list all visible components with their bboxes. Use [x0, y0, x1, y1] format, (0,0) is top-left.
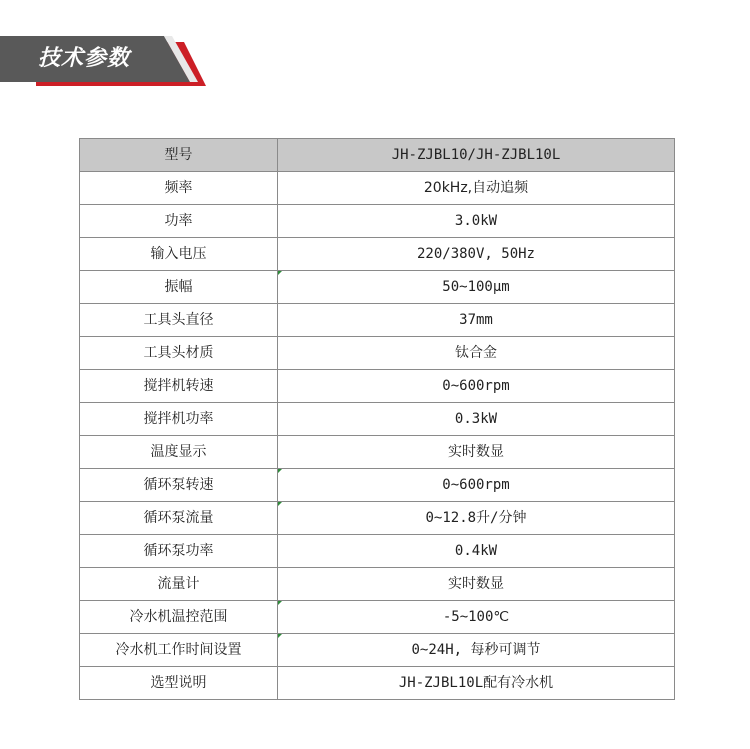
row-value: JH-ZJBL10L配有冷水机	[278, 667, 675, 700]
row-label: 频率	[80, 172, 278, 205]
table-row	[80, 568, 675, 601]
table-row	[80, 403, 675, 436]
row-value: 220/380V, 50Hz	[278, 238, 675, 271]
model-label-cell: 型号	[80, 139, 278, 172]
spec-table	[79, 138, 675, 700]
row-label: 循环泵流量	[80, 502, 278, 535]
row-label: 选型说明	[80, 667, 278, 700]
row-value: 0.3kW	[278, 403, 675, 436]
table-row	[80, 667, 675, 700]
table-row	[80, 271, 675, 304]
row-value: 钛合金	[278, 337, 675, 370]
row-label: 循环泵功率	[80, 535, 278, 568]
row-value-text: 0~600rpm	[442, 477, 510, 493]
table-row	[80, 634, 675, 667]
model-value-cell: JH-ZJBL10/JH-ZJBL10L	[278, 139, 675, 172]
row-value	[278, 634, 675, 667]
row-value: 0.4kW	[278, 535, 675, 568]
table-row	[80, 535, 675, 568]
table-row	[80, 238, 675, 271]
row-value: 37mm	[278, 304, 675, 337]
row-label: 功率	[80, 205, 278, 238]
table-row	[80, 337, 675, 370]
row-value: 实时数显	[278, 436, 675, 469]
table-row	[80, 436, 675, 469]
cell-corner-marker	[278, 601, 282, 605]
row-value-text: 0~24H, 每秒可调节	[411, 642, 541, 658]
table-row	[80, 502, 675, 535]
row-value-text: -5~100℃	[442, 609, 510, 625]
table-row	[80, 370, 675, 403]
row-label: 振幅	[80, 271, 278, 304]
row-label: 温度显示	[80, 436, 278, 469]
row-value-text: 50~100μm	[442, 279, 510, 295]
row-value	[278, 271, 675, 304]
cell-corner-marker	[278, 634, 282, 638]
row-label: 工具头直径	[80, 304, 278, 337]
row-value: 3.0kW	[278, 205, 675, 238]
cell-corner-marker	[278, 271, 282, 275]
cell-corner-marker	[278, 469, 282, 473]
row-value: 实时数显	[278, 568, 675, 601]
row-value	[278, 601, 675, 634]
row-label: 循环泵转速	[80, 469, 278, 502]
spec-table-body	[80, 139, 675, 700]
row-value: 0~600rpm	[278, 370, 675, 403]
row-label: 冷水机工作时间设置	[80, 634, 278, 667]
row-value	[278, 502, 675, 535]
row-label: 输入电压	[80, 238, 278, 271]
row-label: 流量计	[80, 568, 278, 601]
section-title: 技术参数	[38, 46, 131, 71]
row-value	[278, 469, 675, 502]
cell-corner-marker	[278, 502, 282, 506]
row-value-text: 0~12.8升/分钟	[425, 510, 527, 526]
section-banner	[0, 0, 750, 110]
table-row	[80, 469, 675, 502]
row-label: 冷水机温控范围	[80, 601, 278, 634]
table-row	[80, 172, 675, 205]
table-header-row	[80, 139, 675, 172]
table-row	[80, 601, 675, 634]
row-label: 工具头材质	[80, 337, 278, 370]
row-label: 搅拌机功率	[80, 403, 278, 436]
table-row	[80, 304, 675, 337]
row-value: 20kHz,自动追频	[278, 172, 675, 205]
table-row	[80, 205, 675, 238]
row-label: 搅拌机转速	[80, 370, 278, 403]
